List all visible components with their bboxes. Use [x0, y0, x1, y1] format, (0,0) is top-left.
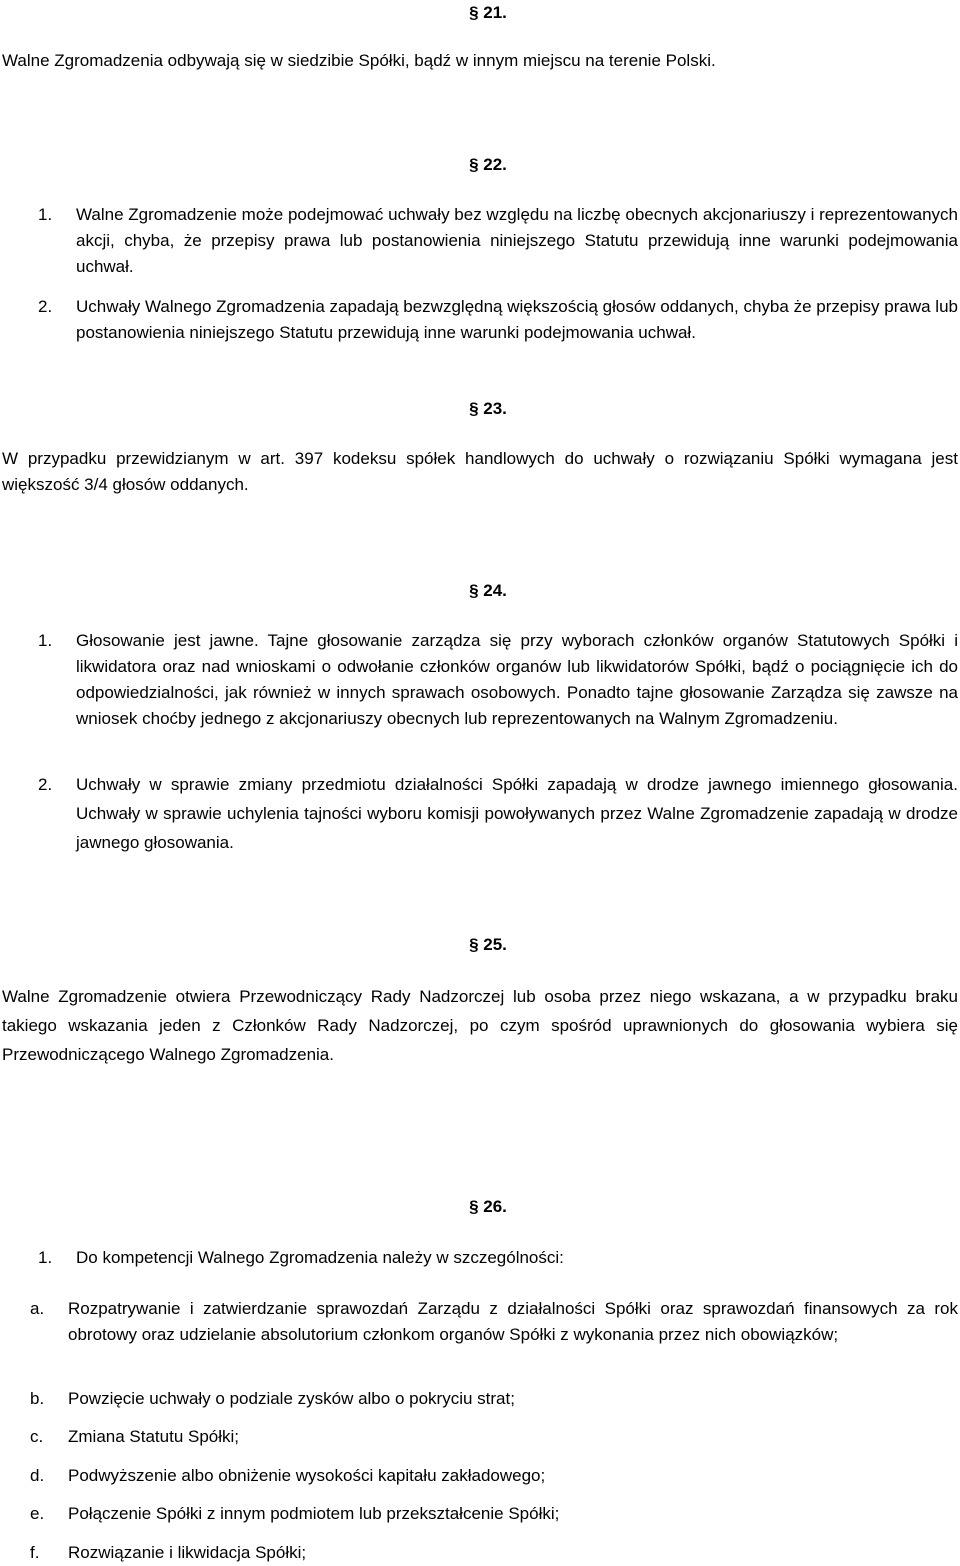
list-item [0, 1386, 960, 1412]
list-item [0, 628, 960, 732]
item-text: Rozpatrywanie i zatwierdzanie sprawozdań Zarządu z działalności Spółki oraz sprawozdań finansowych za rok obrotowy oraz udzielanie absolutorium członkom organów Spółki z wykonania przez nich obowiązków; [68, 1299, 958, 1344]
section-21-text: Walne Zgromadzenia odbywają się w siedzibie Spółki, bądź w innym miejscu na terenie Polski. [2, 51, 716, 70]
item-text: Zmiana Statutu Spółki; [68, 1427, 240, 1446]
item-text: Uchwały w sprawie zmiany przedmiotu działalności Spółki zapadają w drodze jawnego imiennego głosowania. Uchwały w sprawie uchylenia tajności wyboru komisji powoływanych przez Walne Zgromadzenie zapadają w drodze jawnego głosowania. [76, 775, 958, 852]
item-letter: e. [30, 1504, 45, 1523]
item-number: 1. [38, 631, 53, 650]
item-letter: b. [30, 1389, 45, 1408]
item-letter: d. [30, 1466, 45, 1485]
section-23-heading: § 23. [469, 399, 507, 418]
list-item [0, 1501, 960, 1527]
section-25-text: Walne Zgromadzenie otwiera Przewodniczący Rady Nadzorczej lub osoba przez niego wskazana, a w przypadku braku takiego wskazania jeden z Członków Rady Nadzorczej, po czym spośród uprawnionych do głosowania wybiera się Przewodniczącego Walnego Zgromadzenia. [2, 987, 958, 1064]
list-item [0, 1296, 960, 1348]
item-number: 2. [38, 775, 53, 794]
list-item [0, 1463, 960, 1489]
section-25-heading: § 25. [469, 935, 507, 954]
item-number: 2. [38, 297, 53, 316]
list-item [0, 1540, 960, 1566]
list-item [0, 1245, 960, 1271]
list-item [0, 294, 960, 346]
item-text: Podwyższenie albo obniżenie wysokości kapitału zakładowego; [68, 1466, 546, 1485]
section-24-heading: § 24. [469, 581, 507, 600]
section-22-heading: § 22. [469, 155, 507, 174]
item-text: Głosowanie jest jawne. Tajne głosowanie zarządza się przy wyborach członków organów Statutowych Spółki i likwidatora oraz nad wnioskami o odwołanie członków organów lub likwidatorów Spółki, bądź o pociągnięcie ich do odpowiedzialności, jak również w innych sprawach osobowych. Ponadto tajne głosowanie Zarządza się zawsze na wniosek choćby jednego z akcjonariuszy obecnych lub reprezentowanych na Walnym Zgromadzeniu. [76, 631, 958, 728]
item-number: 1. [38, 1248, 53, 1267]
item-text: Do kompetencji Walnego Zgromadzenia należy w szczególności: [76, 1248, 564, 1267]
list-item [0, 202, 960, 280]
item-number: 1. [38, 205, 53, 224]
section-23-text: W przypadku przewidzianym w art. 397 kodeksu spółek handlowych do uchwały o rozwiązaniu Spółki wymagana jest większość 3/4 głosów oddanych. [2, 449, 958, 494]
section-21-heading: § 21. [469, 3, 507, 22]
list-item [0, 1424, 960, 1450]
item-letter: c. [30, 1427, 44, 1446]
item-text: Powzięcie uchwały o podziale zysków albo o pokryciu strat; [68, 1389, 515, 1408]
item-text: Rozwiązanie i likwidacja Spółki; [68, 1543, 307, 1562]
section-26-heading: § 26. [469, 1197, 507, 1216]
item-text: Walne Zgromadzenie może podejmować uchwały bez względu na liczbę obecnych akcjonariuszy i reprezentowanych akcji, chyba, że przepisy prawa lub postanowienia niniejszego Statutu przewidują inne warunki podejmowania uchwał. [76, 205, 958, 276]
item-text: Uchwały Walnego Zgromadzenia zapadają bezwzględną większością głosów oddanych, chyba że przepisy prawa lub postanowienia niniejszego Statutu przewidują inne warunki podejmowania uchwał. [76, 297, 958, 342]
item-text: Połączenie Spółki z innym podmiotem lub przekształcenie Spółki; [68, 1504, 560, 1523]
list-item [0, 770, 960, 857]
item-letter: a. [30, 1299, 45, 1318]
item-letter: f. [30, 1543, 40, 1562]
